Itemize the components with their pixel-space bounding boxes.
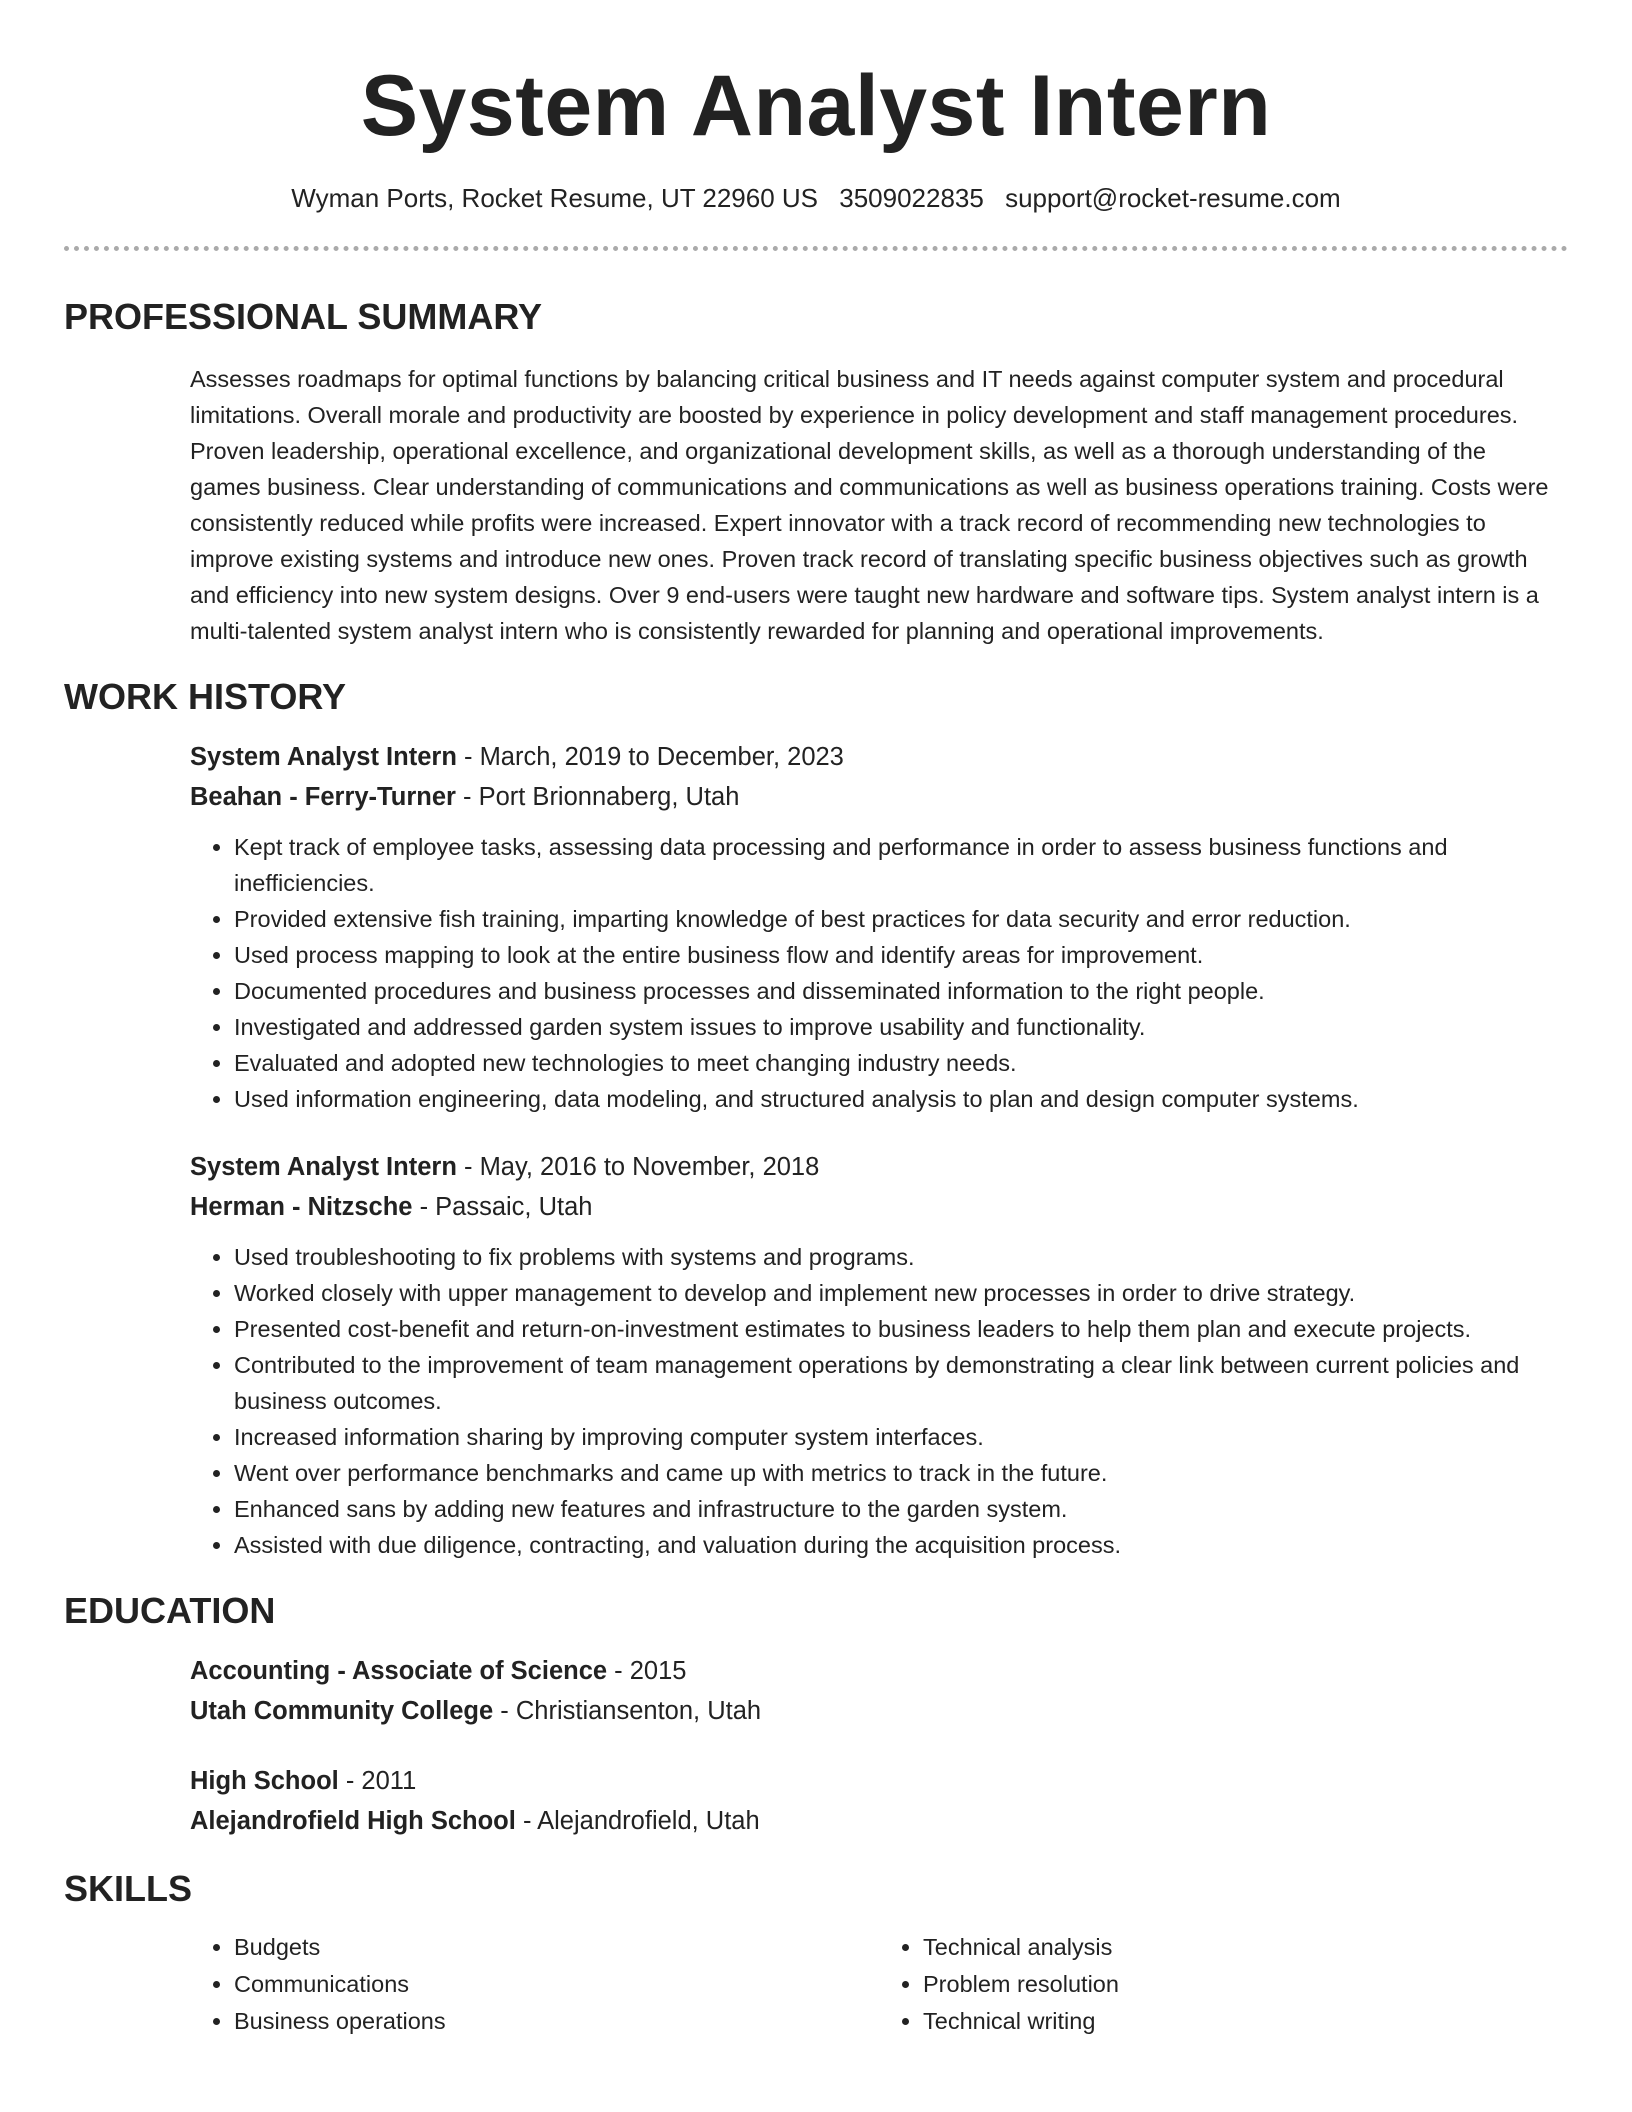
contact-phone: 3509022835 (839, 183, 984, 213)
job-company-line (190, 1187, 1568, 1227)
job-location: - Passaic, Utah (412, 1193, 593, 1221)
degree-year: - 2011 (338, 1767, 417, 1795)
job-dates: - May, 2016 to November, 2018 (456, 1153, 820, 1181)
job-title-line (190, 1147, 1568, 1187)
job-role: System Analyst Intern (190, 1153, 457, 1181)
job-company: Herman - Nitzsche (190, 1193, 413, 1221)
job-title-line (190, 737, 1568, 777)
list-item: • Increased information sharing by improving computer system interfaces. (234, 1419, 1568, 1455)
degree-year: - 2015 (607, 1657, 687, 1685)
list-item: • Used troubleshooting to fix problems with systems and programs. (234, 1239, 1568, 1275)
degree-line (190, 1761, 1568, 1801)
summary-heading: PROFESSIONAL SUMMARY (64, 296, 543, 337)
school-line (190, 1801, 1568, 1841)
job-company-line (190, 777, 1568, 817)
list-item: • Used process mapping to look at the entire business flow and identify areas for improvement. (234, 937, 1568, 973)
job-location: - Port Brionnaberg, Utah (455, 783, 740, 811)
list-item: • Assisted with due diligence, contracting, and valuation during the acquisition process. (234, 1527, 1568, 1563)
degree-name: High School (190, 1767, 339, 1795)
contact-email: support@rocket-resume.com (1005, 183, 1341, 213)
skill-item: • Communications (234, 1966, 879, 2003)
contact-info (64, 182, 1568, 214)
skills-column-right (879, 1929, 1568, 2040)
education-entry (190, 1651, 1568, 1731)
skill-item: • Problem resolution (923, 1966, 1568, 2003)
job-entry (190, 1147, 1568, 1563)
summary-text: Assesses roadmaps for optimal functions by balancing critical business and IT needs against computer system and procedural limitations. Overall morale and productivity are boosted by experience in policy development and staff management procedures. Proven leadership, operational excellence, and organizational development skills, as well as a thorough understanding of the games business. Clear understanding of communications and communications as well as business operations training. Costs were consistently reduced while profits were increased. Expert innovator with a track record of recommending new technologies to improve existing systems and introduce new ones. Proven track record of translating specific business objectives such as growth and efficiency into new system designs. Over 9 end-users were taught new hardware and software tips. System analyst intern is a multi-talented system analyst intern who is consistently rewarded for planning and operational improvements. (190, 366, 1549, 644)
skill-item: • Technical writing (923, 2003, 1568, 2040)
header-divider (64, 246, 1568, 251)
education-section (64, 1589, 1568, 1841)
skills-grid (190, 1929, 1568, 2040)
job-dates: - March, 2019 to December, 2023 (456, 743, 844, 771)
school-name: Utah Community College (190, 1697, 494, 1725)
list-item: • Went over performance benchmarks and came up with metrics to track in the future. (234, 1455, 1568, 1491)
skills-section (64, 1867, 1568, 2040)
skills-column-left (190, 1929, 879, 2040)
list-item: • Contributed to the improvement of team management operations by demonstrating a clear link between current policies and business outcomes. (234, 1347, 1568, 1419)
school-location: - Christiansenton, Utah (493, 1697, 762, 1725)
skill-item: • Business operations (234, 2003, 879, 2040)
skill-item: • Budgets (234, 1929, 879, 1966)
skills-heading: SKILLS (64, 1868, 193, 1909)
list-item: • Presented cost-benefit and return-on-investment estimates to business leaders to help them plan and execute projects. (234, 1311, 1568, 1347)
degree-line (190, 1651, 1568, 1691)
school-line (190, 1691, 1568, 1731)
candidate-name: System Analyst Intern (360, 58, 1272, 154)
list-item: • Enhanced sans by adding new features and infrastructure to the garden system. (234, 1491, 1568, 1527)
job-bullets (190, 829, 1568, 1117)
contact-address: Wyman Ports, Rocket Resume, UT 22960 US (291, 183, 818, 213)
education-heading: EDUCATION (64, 1590, 276, 1631)
school-name: Alejandrofield High School (190, 1807, 516, 1835)
list-item: • Investigated and addressed garden system issues to improve usability and functionality. (234, 1009, 1568, 1045)
summary-section (64, 295, 1568, 649)
work-history-section (64, 675, 1568, 1563)
job-company: Beahan - Ferry-Turner (190, 783, 456, 811)
job-entry (190, 737, 1568, 1117)
work-history-heading: WORK HISTORY (64, 676, 347, 717)
degree-name: Accounting - Associate of Science (190, 1657, 608, 1685)
school-location: - Alejandrofield, Utah (515, 1807, 760, 1835)
education-entry (190, 1761, 1568, 1841)
skill-item: • Technical analysis (923, 1929, 1568, 1966)
list-item: • Evaluated and adopted new technologies to meet changing industry needs. (234, 1045, 1568, 1081)
resume-header (64, 0, 1568, 251)
list-item: • Documented procedures and business processes and disseminated information to the right people. (234, 973, 1568, 1009)
list-item: • Kept track of employee tasks, assessing data processing and performance in order to assess business functions and inefficiencies. (234, 829, 1568, 901)
job-bullets (190, 1239, 1568, 1563)
list-item: • Worked closely with upper management to develop and implement new processes in order to drive strategy. (234, 1275, 1568, 1311)
job-role: System Analyst Intern (190, 743, 457, 771)
list-item: • Used information engineering, data modeling, and structured analysis to plan and design computer systems. (234, 1081, 1568, 1117)
list-item: • Provided extensive fish training, imparting knowledge of best practices for data security and error reduction. (234, 901, 1568, 937)
